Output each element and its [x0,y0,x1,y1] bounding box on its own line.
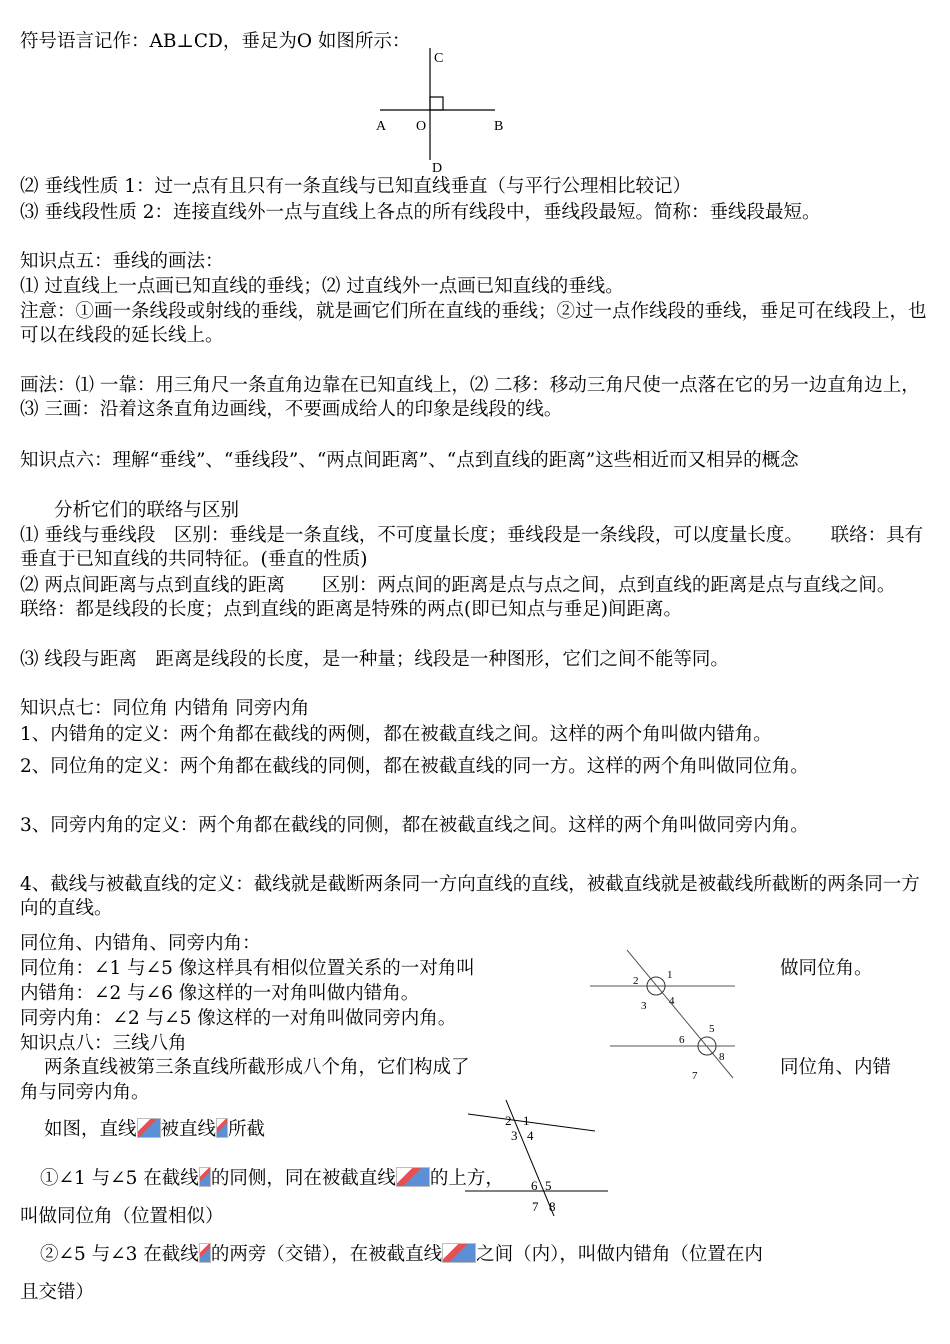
broken-image-icon [216,1118,228,1138]
corresponding-example-text-2: 的同侧，同在被截直线 [210,1168,396,1189]
broken-image-icon [199,1167,211,1187]
fig2-label-4: 4 [669,995,675,1007]
note-paragraph: 注意：①画一条线段或射线的垂线，就是画它们所在直线的垂线；②过一点作线段的垂线，垂足可在线段上，也可以在线段的延长线上。 [20,301,927,346]
alternate-example-cont: 且交错） [20,1282,95,1303]
item-perpendicular: ⑴ 垂线与垂线段 区别：垂线是一条直线，不可度量长度；垂线段是一条线段，可以度量长度。 联络：具有垂直于已知直线的共同特征。(垂直的性质) [20,525,924,570]
item-segment: ⑶ 线段与距离 距离是线段的长度，是一种量；线段是一种图形，它们之间不能等同。 [20,649,729,670]
broken-image-icon [396,1167,430,1187]
perpendicular-figure [370,44,510,174]
fig2-label-1: 1 [667,969,673,981]
label-c: C [434,51,444,66]
definition-2: 2、同位角的定义：两个角都在截线的同侧，都在被截直线的同一方。这样的两个角叫做同位角。 [20,756,809,777]
notation-line: 符号语言记作：AB⊥CD，垂足为O 如图所示： [20,31,411,52]
heading-point-8: 知识点八：三线八角 [20,1033,187,1054]
heading-point-5: 知识点五：垂线的画法： [20,251,224,272]
fig3-label-8: 8 [549,1199,556,1214]
alternate-example-text-1: ②∠5 与∠3 在截线 [40,1244,199,1265]
fig2-label-3: 3 [641,1000,647,1012]
eight-angles-text: 两条直线被第三条直线所截形成八个角，它们构成了 [44,1057,470,1078]
alternate-example-text-2: 的两旁（交错），在被截直线 [210,1244,443,1265]
heading-point-7: 知识点七：同位角 内错角 同旁内角 [20,698,310,719]
property-1: ⑵ 垂线性质 1：过一点有且只有一条直线与已知直线垂直（与平行公理相比较记） [20,176,692,197]
corresponding-angle-tail: 做同位角。 [780,958,873,979]
fig3-label-6: 6 [531,1178,538,1193]
fig2-label-6: 6 [679,1034,685,1046]
alternate-angle-text: 内错角：∠2 与∠6 像这样的一对角叫做内错角。 [20,983,420,1004]
corresponding-angle-text: 同位角：∠1 与∠5 像这样具有相似位置关系的一对角叫 [20,958,475,979]
transversal-figure-2 [460,1098,620,1220]
analysis-subtitle: 分析它们的联络与区别 [54,500,240,521]
definition-3: 3、同旁内角的定义：两个角都在截线的同侧，都在被截直线之间。这样的两个角叫做同旁内角。 [20,815,809,836]
fig3-label-7: 7 [532,1199,539,1214]
drawing-methods: ⑴ 过直线上一点画已知直线的垂线；⑵ 过直线外一点画已知直线的垂线。 [20,276,624,297]
fig2-label-7: 7 [692,1070,698,1082]
figure-intro-text-1: 如图，直线 [44,1119,137,1140]
corresponding-example-line [40,1167,950,1191]
definition-4: 4、截线与被截直线的定义：截线就是截断两条同一方向直线的直线，被截直线就是被截线所截断的两条同一方向的直线。 [20,874,920,919]
fig3-label-3: 3 [511,1128,518,1143]
transversal-figure-1 [585,948,745,1083]
broken-image-icon [442,1243,476,1263]
interior-angle-text: 同旁内角：∠2 与∠5 像这样的一对角叫做同旁内角。 [20,1008,457,1029]
label-b: B [494,119,504,134]
fig2-label-5: 5 [709,1023,715,1035]
eight-angles-cont: 角与同旁内角。 [20,1082,150,1103]
angle-types-heading: 同位角、内错角、同旁内角： [20,933,261,954]
fig3-label-4: 4 [527,1128,534,1143]
heading-point-6: 知识点六：理解“垂线”、“垂线段”、“两点间距离”、“点到直线的距离”这些相近而又相异的概念 [20,450,799,471]
broken-image-icon [137,1118,161,1138]
figure-intro-line [44,1118,950,1142]
broken-image-icon [199,1243,211,1263]
fig3-label-5: 5 [545,1178,552,1193]
property-2: ⑶ 垂线段性质 2：连接直线外一点与直线上各点的所有线段中，垂线段最短。简称：垂线段最短。 [20,202,821,223]
corresponding-example-text-1: ①∠1 与∠5 在截线 [40,1168,199,1189]
fig2-label-8: 8 [719,1051,725,1063]
definition-1: 1、内错角的定义：两个角都在截线的两侧，都在被截直线之间。这样的两个角叫做内错角。 [20,724,772,745]
corresponding-example-text-3: 的上方， [429,1168,504,1189]
fig3-label-2: 2 [505,1113,512,1128]
item-distance: ⑵ 两点间距离与点到直线的距离 区别：两点间的距离是点与点之间，点到直线的距离是点与直线之间。 联络：都是线段的长度；点到直线的距离是特殊的两点(即已知点与垂足)间距离。 [20,575,942,620]
fig3-label-1: 1 [523,1113,530,1128]
label-a: A [376,119,387,134]
corresponding-example-cont: 叫做同位角（位置相似） [20,1206,224,1227]
alternate-example-line [40,1243,950,1267]
drawing-steps: 画法：⑴ 一靠：用三角尺一条直角边靠在已知直线上，⑵ 二移：移动三角尺使一点落在它的另一边直角边上，⑶ 三画：沿着这条直角边画线，不要画成给人的印象是线段的线。 [20,375,920,420]
fig2-label-2: 2 [633,975,639,987]
figure-intro-text-3: 所截 [228,1119,266,1140]
figure-intro-text-2: 被直线 [160,1119,217,1140]
eight-angles-tail: 同位角、内错 [780,1057,892,1078]
label-d: D [432,161,443,176]
label-o: O [416,119,427,134]
alternate-example-text-3: 之间（内），叫做内错角（位置在内 [476,1244,763,1265]
